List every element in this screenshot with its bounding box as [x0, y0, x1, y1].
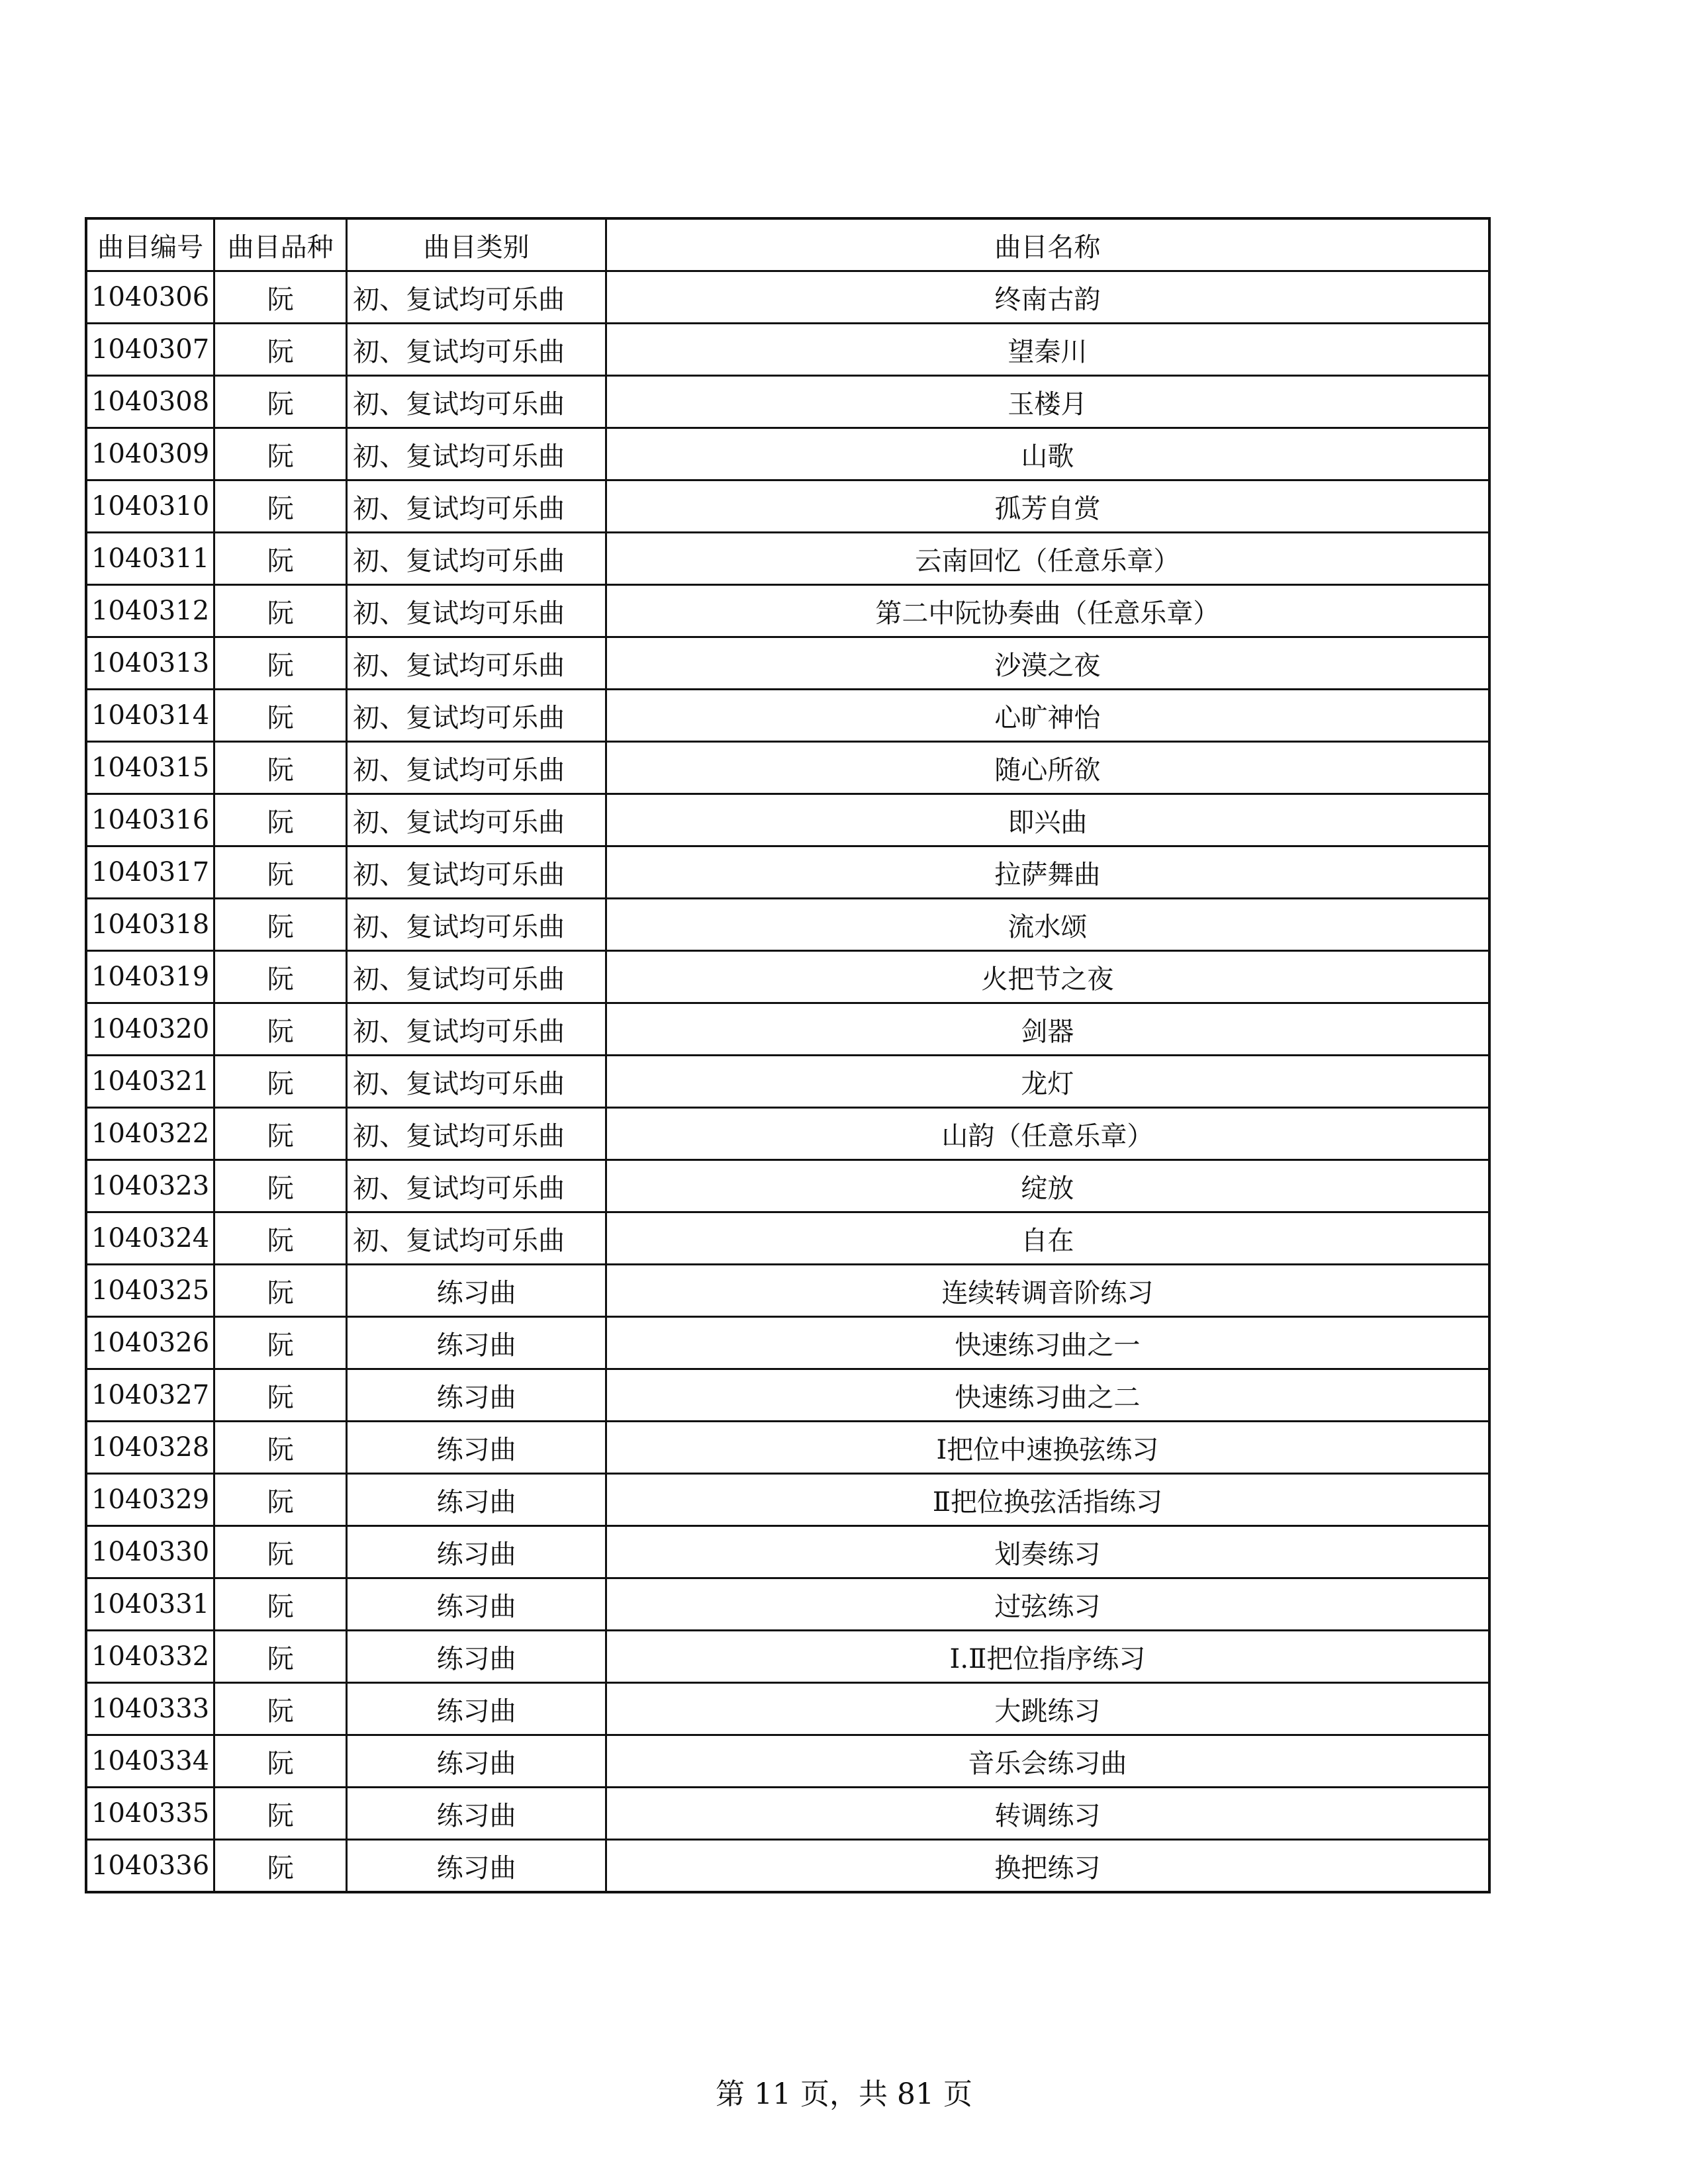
cell-instrument: 阮 — [214, 1212, 347, 1265]
cell-category: 练习曲 — [347, 1369, 606, 1422]
table-row — [86, 271, 1489, 324]
table-row — [86, 533, 1489, 585]
cell-title: 转调练习 — [606, 1788, 1489, 1840]
cell-category: 初、复试均可乐曲 — [347, 846, 606, 899]
cell-code: 1040324 — [86, 1212, 214, 1265]
table-row — [86, 899, 1489, 951]
cell-category: 初、复试均可乐曲 — [347, 1003, 606, 1056]
cell-category: 练习曲 — [347, 1788, 606, 1840]
cell-title: 第二中阮协奏曲（任意乐章） — [606, 585, 1489, 637]
cell-title: 龙灯 — [606, 1056, 1489, 1108]
cell-instrument: 阮 — [214, 690, 347, 742]
cell-instrument: 阮 — [214, 585, 347, 637]
cell-category: 初、复试均可乐曲 — [347, 637, 606, 690]
cell-code: 1040326 — [86, 1317, 214, 1369]
cell-instrument: 阮 — [214, 1003, 347, 1056]
cell-category: 初、复试均可乐曲 — [347, 1160, 606, 1212]
cell-instrument: 阮 — [214, 742, 347, 794]
cell-category: 初、复试均可乐曲 — [347, 585, 606, 637]
cell-code: 1040330 — [86, 1526, 214, 1578]
cell-code: 1040323 — [86, 1160, 214, 1212]
cell-title: 孤芳自赏 — [606, 480, 1489, 533]
table-row — [86, 1788, 1489, 1840]
cell-code: 1040319 — [86, 951, 214, 1003]
cell-code: 1040331 — [86, 1578, 214, 1631]
cell-code: 1040312 — [86, 585, 214, 637]
cell-instrument: 阮 — [214, 1683, 347, 1735]
cell-instrument: 阮 — [214, 1160, 347, 1212]
cell-title: 流水颂 — [606, 899, 1489, 951]
cell-code: 1040320 — [86, 1003, 214, 1056]
cell-instrument: 阮 — [214, 1369, 347, 1422]
cell-code: 1040321 — [86, 1056, 214, 1108]
cell-instrument: 阮 — [214, 1056, 347, 1108]
cell-category: 初、复试均可乐曲 — [347, 533, 606, 585]
cell-instrument: 阮 — [214, 1788, 347, 1840]
cell-title: 过弦练习 — [606, 1578, 1489, 1631]
cell-code: 1040308 — [86, 376, 214, 428]
table-header-row — [86, 218, 1489, 271]
table-row — [86, 1578, 1489, 1631]
table-row — [86, 1631, 1489, 1683]
cell-code: 1040318 — [86, 899, 214, 951]
cell-instrument: 阮 — [214, 899, 347, 951]
cell-title: 快速练习曲之一 — [606, 1317, 1489, 1369]
table-row — [86, 324, 1489, 376]
cell-category: 初、复试均可乐曲 — [347, 480, 606, 533]
cell-code: 1040336 — [86, 1840, 214, 1893]
cell-category: 初、复试均可乐曲 — [347, 742, 606, 794]
cell-category: 练习曲 — [347, 1474, 606, 1526]
cell-category: 练习曲 — [347, 1683, 606, 1735]
header-code: 曲目编号 — [86, 218, 214, 271]
cell-category: 练习曲 — [347, 1526, 606, 1578]
cell-category: 初、复试均可乐曲 — [347, 271, 606, 324]
cell-code: 1040315 — [86, 742, 214, 794]
cell-title: 即兴曲 — [606, 794, 1489, 846]
cell-category: 初、复试均可乐曲 — [347, 376, 606, 428]
table-row — [86, 428, 1489, 480]
cell-title: 绽放 — [606, 1160, 1489, 1212]
cell-title: 火把节之夜 — [606, 951, 1489, 1003]
cell-instrument: 阮 — [214, 1108, 347, 1160]
table-row — [86, 637, 1489, 690]
cell-category: 初、复试均可乐曲 — [347, 1212, 606, 1265]
cell-category: 初、复试均可乐曲 — [347, 428, 606, 480]
cell-instrument: 阮 — [214, 1265, 347, 1317]
cell-category: 初、复试均可乐曲 — [347, 794, 606, 846]
cell-instrument: 阮 — [214, 271, 347, 324]
cell-instrument: 阮 — [214, 794, 347, 846]
cell-title: 音乐会练习曲 — [606, 1735, 1489, 1788]
header-category: 曲目类别 — [347, 218, 606, 271]
cell-code: 1040309 — [86, 428, 214, 480]
table-row — [86, 480, 1489, 533]
table-row — [86, 585, 1489, 637]
cell-code: 1040306 — [86, 271, 214, 324]
cell-code: 1040317 — [86, 846, 214, 899]
cell-title: Ⅱ把位换弦活指练习 — [606, 1474, 1489, 1526]
cell-title: 连续转调音阶练习 — [606, 1265, 1489, 1317]
cell-category: 初、复试均可乐曲 — [347, 690, 606, 742]
cell-instrument: 阮 — [214, 1840, 347, 1893]
cell-instrument: 阮 — [214, 1578, 347, 1631]
cell-instrument: 阮 — [214, 846, 347, 899]
table-row — [86, 1526, 1489, 1578]
cell-code: 1040327 — [86, 1369, 214, 1422]
cell-code: 1040322 — [86, 1108, 214, 1160]
cell-instrument: 阮 — [214, 533, 347, 585]
table-row — [86, 1317, 1489, 1369]
cell-instrument: 阮 — [214, 1474, 347, 1526]
table-row — [86, 1003, 1489, 1056]
cell-category: 初、复试均可乐曲 — [347, 951, 606, 1003]
cell-category: 练习曲 — [347, 1317, 606, 1369]
cell-category: 练习曲 — [347, 1265, 606, 1317]
cell-instrument: 阮 — [214, 428, 347, 480]
cell-category: 初、复试均可乐曲 — [347, 1056, 606, 1108]
cell-category: 练习曲 — [347, 1631, 606, 1683]
cell-title: 划奏练习 — [606, 1526, 1489, 1578]
cell-title: 换把练习 — [606, 1840, 1489, 1893]
cell-code: 1040313 — [86, 637, 214, 690]
cell-title: 沙漠之夜 — [606, 637, 1489, 690]
cell-instrument: 阮 — [214, 951, 347, 1003]
cell-code: 1040334 — [86, 1735, 214, 1788]
cell-instrument: 阮 — [214, 480, 347, 533]
table-row — [86, 1422, 1489, 1474]
cell-code: 1040310 — [86, 480, 214, 533]
cell-category: 练习曲 — [347, 1735, 606, 1788]
table-row — [86, 1056, 1489, 1108]
cell-title: 山歌 — [606, 428, 1489, 480]
cell-instrument: 阮 — [214, 1526, 347, 1578]
table-row — [86, 846, 1489, 899]
cell-code: 1040316 — [86, 794, 214, 846]
cell-title: Ⅰ.Ⅱ把位指序练习 — [606, 1631, 1489, 1683]
page-number: 第 11 页，共 81 页 — [716, 2077, 972, 2111]
cell-instrument: 阮 — [214, 324, 347, 376]
cell-code: 1040328 — [86, 1422, 214, 1474]
cell-title: 随心所欲 — [606, 742, 1489, 794]
table-row — [86, 794, 1489, 846]
cell-code: 1040307 — [86, 324, 214, 376]
table-row — [86, 951, 1489, 1003]
cell-code: 1040325 — [86, 1265, 214, 1317]
table-row — [86, 1212, 1489, 1265]
cell-title: 玉楼月 — [606, 376, 1489, 428]
cell-title: 望秦川 — [606, 324, 1489, 376]
table-row — [86, 742, 1489, 794]
cell-instrument: 阮 — [214, 1317, 347, 1369]
table-row — [86, 1265, 1489, 1317]
table-row — [86, 1369, 1489, 1422]
cell-title: Ⅰ把位中速换弦练习 — [606, 1422, 1489, 1474]
cell-title: 剑器 — [606, 1003, 1489, 1056]
cell-title: 自在 — [606, 1212, 1489, 1265]
table-row — [86, 1160, 1489, 1212]
cell-code: 1040314 — [86, 690, 214, 742]
cell-code: 1040329 — [86, 1474, 214, 1526]
cell-category: 初、复试均可乐曲 — [347, 899, 606, 951]
cell-title: 大跳练习 — [606, 1683, 1489, 1735]
table-row — [86, 1683, 1489, 1735]
cell-category: 初、复试均可乐曲 — [347, 1108, 606, 1160]
cell-category: 初、复试均可乐曲 — [347, 324, 606, 376]
cell-category: 练习曲 — [347, 1578, 606, 1631]
cell-code: 1040333 — [86, 1683, 214, 1735]
cell-category: 练习曲 — [347, 1422, 606, 1474]
cell-title: 拉萨舞曲 — [606, 846, 1489, 899]
cell-title: 终南古韵 — [606, 271, 1489, 324]
repertoire-table — [85, 217, 1491, 1893]
cell-instrument: 阮 — [214, 1735, 347, 1788]
table-row — [86, 1735, 1489, 1788]
cell-title: 山韵（任意乐章） — [606, 1108, 1489, 1160]
table-row — [86, 690, 1489, 742]
cell-code: 1040335 — [86, 1788, 214, 1840]
header-instrument: 曲目品种 — [214, 218, 347, 271]
table-row — [86, 1108, 1489, 1160]
cell-category: 练习曲 — [347, 1840, 606, 1893]
table-row — [86, 376, 1489, 428]
cell-title: 心旷神怡 — [606, 690, 1489, 742]
cell-title: 快速练习曲之二 — [606, 1369, 1489, 1422]
cell-instrument: 阮 — [214, 376, 347, 428]
header-title: 曲目名称 — [606, 218, 1489, 271]
cell-title: 云南回忆（任意乐章） — [606, 533, 1489, 585]
cell-code: 1040332 — [86, 1631, 214, 1683]
table-row — [86, 1840, 1489, 1893]
cell-instrument: 阮 — [214, 1422, 347, 1474]
table-row — [86, 1474, 1489, 1526]
cell-instrument: 阮 — [214, 637, 347, 690]
cell-instrument: 阮 — [214, 1631, 347, 1683]
cell-code: 1040311 — [86, 533, 214, 585]
